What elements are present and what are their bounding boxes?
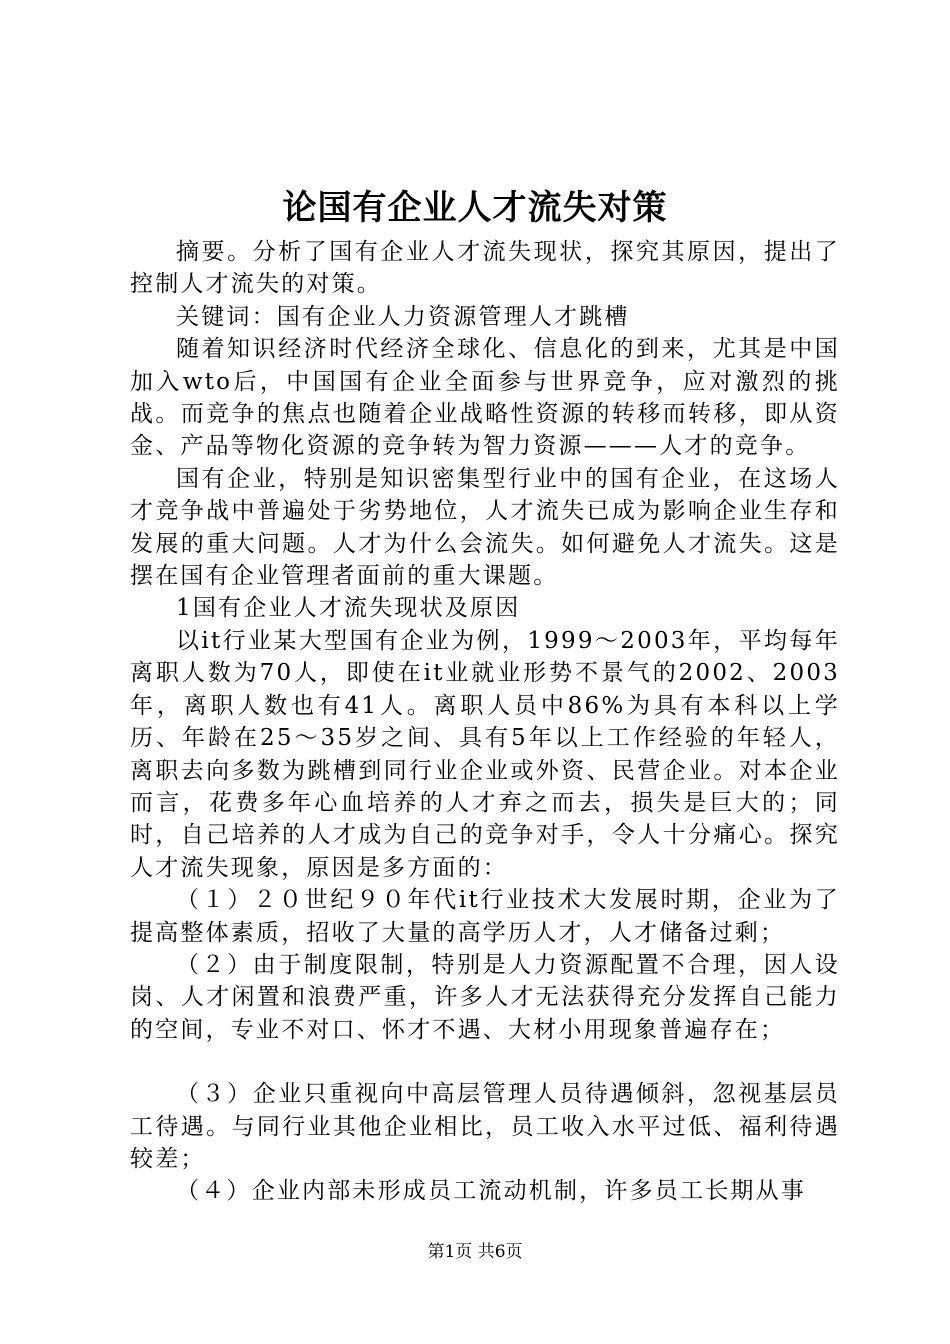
document-title: 论国有企业人才流失对策 (282, 188, 668, 228)
list-item: （４）企业内部未形成员工流动机制，许多员工长期从事 (176, 1178, 806, 1205)
document-body (130, 236, 840, 1208)
body-paragraph: 国有企业，特别是知识密集型行业中的国有企业，在这场人才竞争战中普遍处于劣势地位，人才流失已成为影响企业生存和发展的重大问题。人才为什么会流失。如何避免人才流失。这是摆在国有企业管理者面前的重大课题。 (130, 465, 840, 590)
blank-line (130, 1046, 840, 1078)
keywords-paragraph: 关键词：国有企业人力资源管理人才跳槽 (176, 303, 630, 330)
page-footer: 第1页 共6页 (427, 1242, 523, 1262)
section-heading: 1国有企业人才流失现状及原因 (176, 595, 521, 622)
body-paragraph: 以it行业某大型国有企业为例，1999～2003年，平均每年离职人数为70人，即使在it业就业形势不景气的2002、2003年，离职人数也有41人。离职人员中86%为具有本科以上学历、年龄在25～35岁之间、具有5年以上工作经验的年轻人，离职去向多数为跳槽到同行业企业或外资、民营企业。对本企业而言，花费多年心血培养的人才弃之而去，损失是巨大的；同时，自己培养的人才成为自己的竞争对手，令人十分痛心。探究人才流失现象，原因是多方面的： (130, 627, 840, 881)
abstract-paragraph: 摘要。分析了国有企业人才流失现状，探究其原因，提出了控制人才流失的对策。 (130, 239, 840, 298)
list-item: （１）２０世纪９０年代it行业技术大发展时期，企业为了提高整体素质，招收了大量的高学历人才，人才储备过剩； (130, 887, 840, 946)
body-paragraph: 随着知识经济时代经济全球化、信息化的到来，尤其是中国加入wto后，中国国有企业全面参与世界竞争，应对激烈的挑战。而竞争的焦点也随着企业战略性资源的转移而转移，即从资金、产品等物化资源的竞争转为智力资源———人才的竞争。 (130, 336, 840, 460)
list-item: （３）企业只重视向中高层管理人员待遇倾斜，忽视基层员工待遇。与同行业其他企业相比，员工收入水平过低、福利待遇较差； (130, 1081, 840, 1172)
list-item: （２）由于制度限制，特别是人力资源配置不合理，因人设岗、人才闲置和浪费严重，许多人才无法获得充分发挥自己能力的空间，专业不对口、怀才不遇、大材小用现象普遍存在； (130, 951, 840, 1043)
